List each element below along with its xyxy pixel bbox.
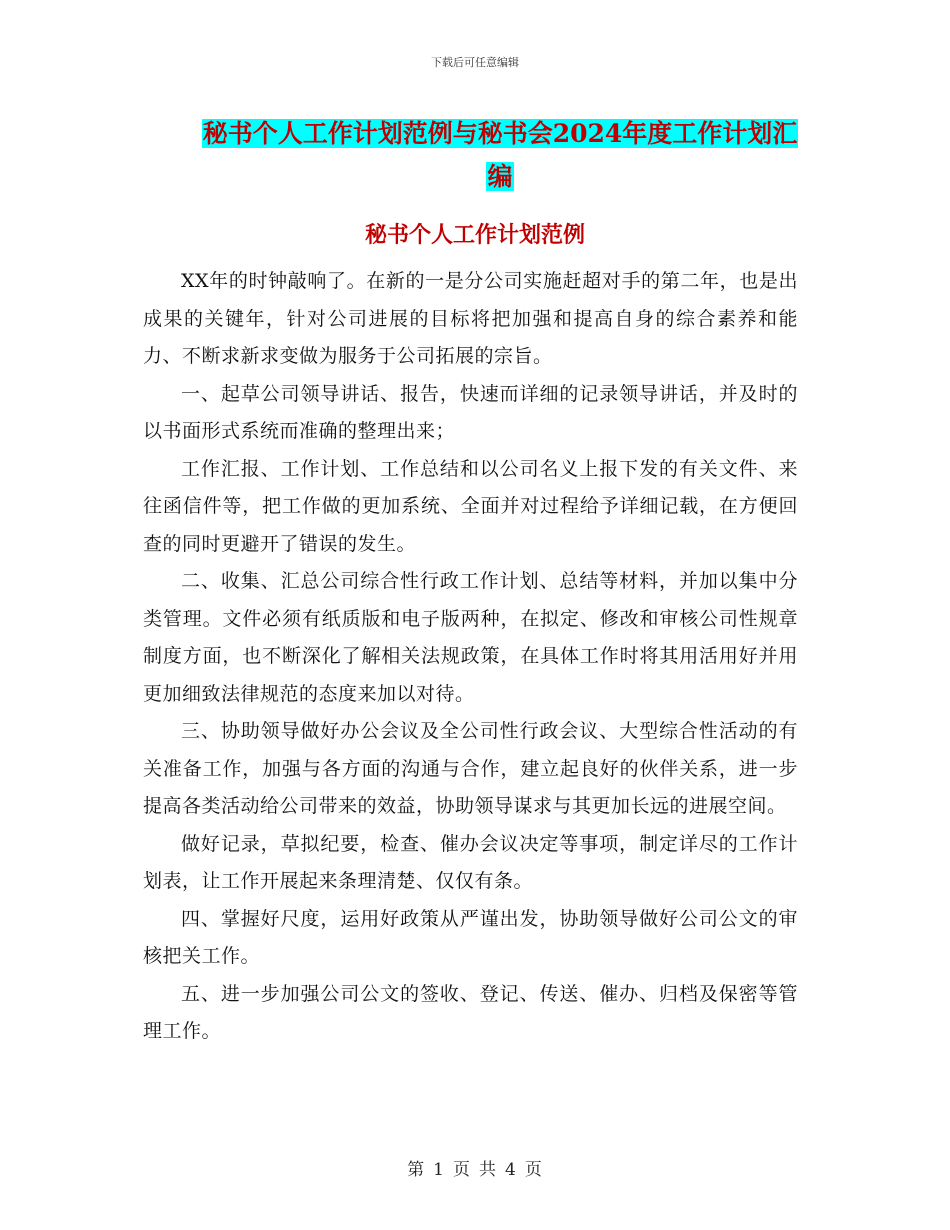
paragraph: XX年的时钟敲响了。在新的一是分公司实施赶超对手的第二年，也是出成果的关键年，针对公司进展的目标将把加强和提高自身的综合素养和能力、不断求新求变做为服务于公司拓展的宗旨。: [143, 270, 798, 367]
footer-prefix: 第: [407, 1160, 426, 1180]
footer-page-unit: 页: [453, 1160, 471, 1180]
document-title-line1: 秘书个人工作计划范例与秘书会2024年度工作计划汇: [202, 119, 798, 148]
document-title: [150, 112, 850, 198]
header-note: 下载后可任意编辑: [431, 56, 519, 69]
footer-total-prefix: 共: [479, 1160, 497, 1180]
footer-total-pages: 4: [505, 1160, 517, 1180]
body-text: [143, 263, 798, 1051]
paragraph: 工作汇报、工作计划、工作总结和以公司名义上报下发的有关文件、来往函信件等，把工作做的更加系统、全面并对过程给予详细记载，在方便回查的同时更避开了错误的发生。: [143, 457, 798, 555]
paragraph: 四、掌握好尺度，运用好政策从严谨出发，协助领导做好公司公文的审核把关工作。: [143, 907, 798, 967]
paragraph: 做好记录，草拟纪要，检查、催办会议决定等事项，制定详尽的工作计划表，让工作开展起来条理清楚、仅仅有条。: [143, 832, 798, 892]
page-footer: [0, 1155, 950, 1180]
section-title: 秘书个人工作计划范例: [364, 222, 585, 248]
paragraph: 一、起草公司领导讲话、报告，快速而详细的记录领导讲话，并及时的以书面形式系统而准确的整理出来；: [143, 382, 798, 442]
paragraph: 二、收集、汇总公司综合性行政工作计划、总结等材料，并加以集中分类管理。文件必须有纸质版和电子版两种，在拟定、修改和审核公司性规章制度方面，也不断深化了解相关法规政策，在具体工作时将其用活用好并用更加细致法律规范的态度来加以对待。: [143, 570, 798, 705]
paragraph: 三、协助领导做好办公会议及全公司性行政会议、大型综合性活动的有关准备工作，加强与各方面的沟通与合作，建立起良好的伙伴关系，进一步提高各类活动给公司带来的效益，协助领导谋求与其更加长远的进展空间。: [143, 720, 798, 817]
paragraph: 五、进一步加强公司公文的签收、登记、传送、催办、归档及保密等管理工作。: [143, 982, 798, 1042]
footer-total-unit: 页: [524, 1160, 543, 1180]
footer-page-number: 1: [433, 1160, 445, 1180]
document-title-line2: 编: [487, 162, 513, 191]
